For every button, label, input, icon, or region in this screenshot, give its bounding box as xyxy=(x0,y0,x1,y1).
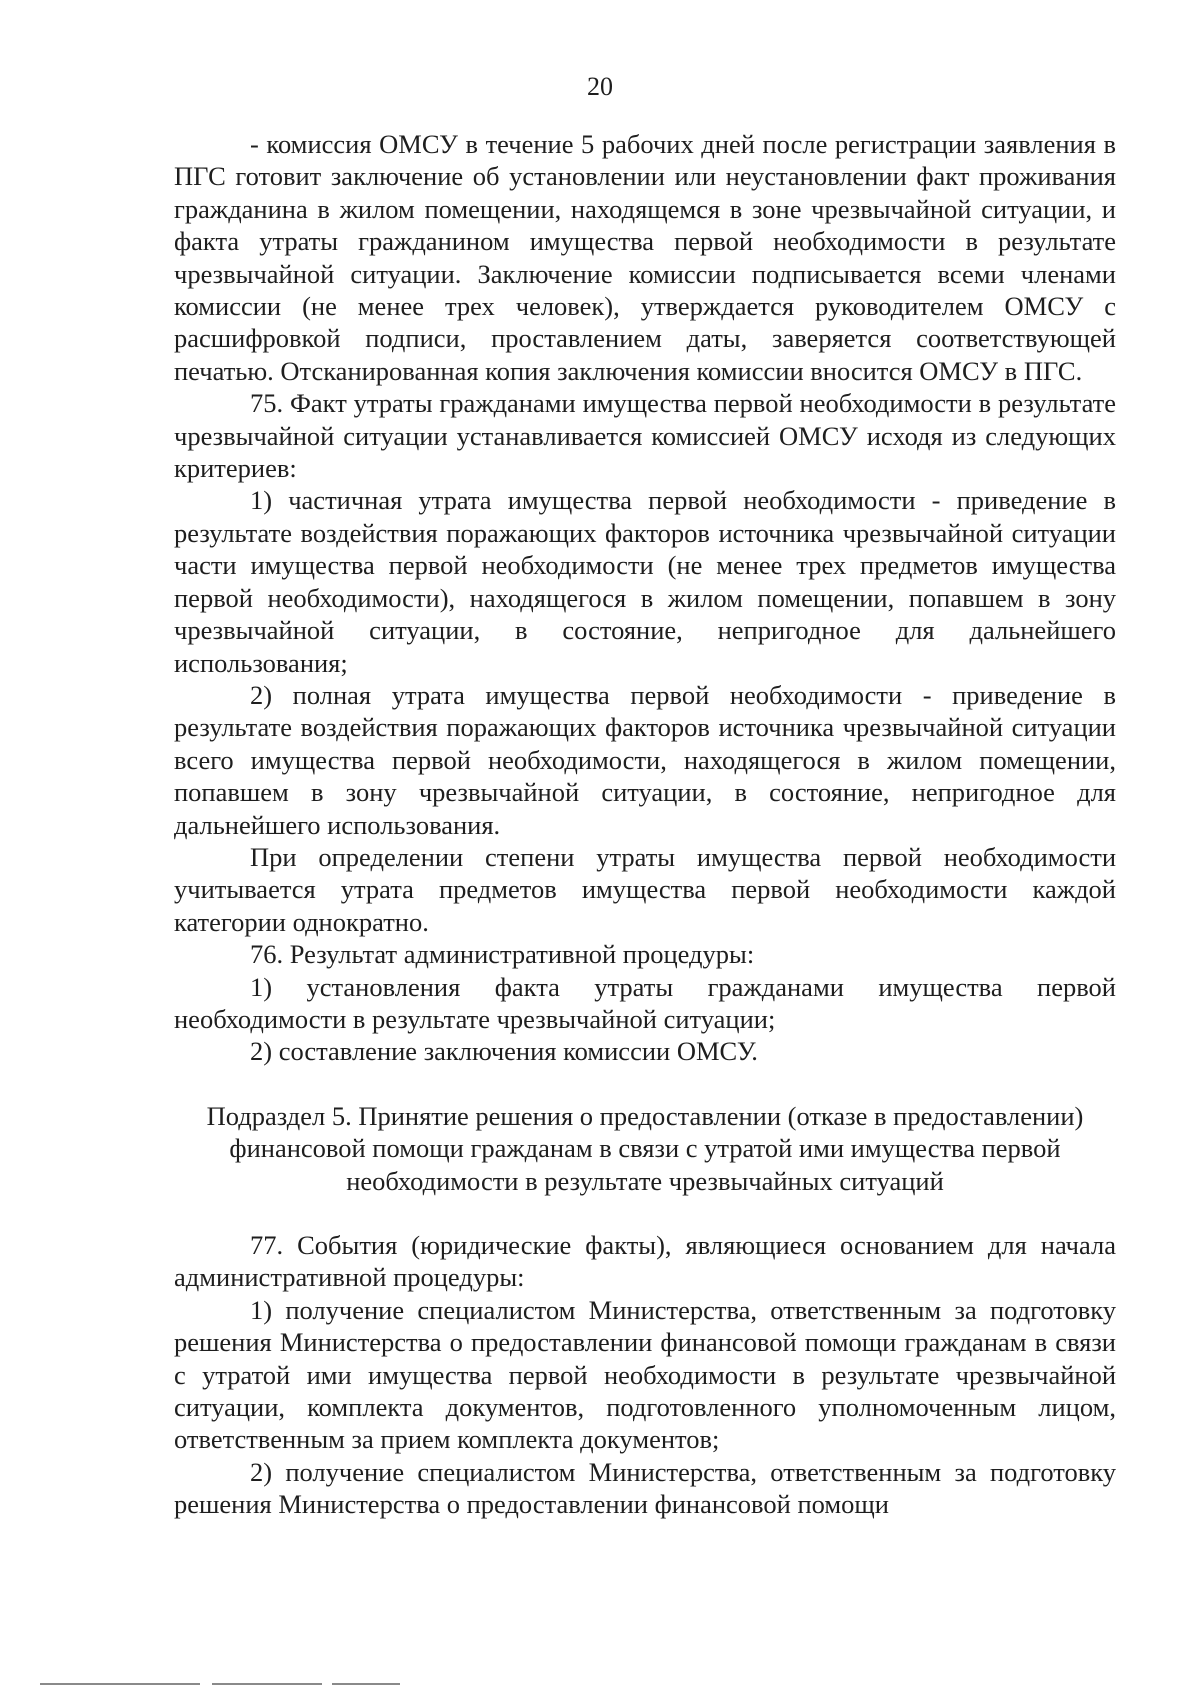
paragraph-76: 76. Результат административной процедуры: xyxy=(250,939,755,970)
paragraph-commission-conclusion: - комиссия ОМСУ в течение 5 рабочих дней после регистрации заявления в ПГС готовит заключение об установлении или неустановлении факт проживания гражданина в жилом помещении, находящемся в зоне чрезвычайной ситуации, и факта утраты гражданином имущества первой необходимости в результате чрезвычайной ситуации. Заключение комиссии подписывается всеми членами комиссии (не менее трех человек), утверждается руководителем ОМСУ с расшифровкой подписи, проставлением даты, заверяется соответствующей печатью. Отсканированная копия заключения комиссии вносится ОМСУ в ПГС. xyxy=(174,129,1116,386)
paragraph-75-item-1: 1) частичная утрата имущества первой необходимости - приведение в результате воздействия поражающих факторов источника чрезвычайной ситуации части имущества первой необходимости (не менее трех предметов имущества первой необходимости), находящегося в жилом помещении, попавшем в зону чрезвычайной ситуации, в состояние, непригодное для дальнейшего использования; xyxy=(174,485,1116,678)
paragraph-75: 75. Факт утраты гражданами имущества первой необходимости в результате чрезвычайной ситуации устанавливается комиссией ОМСУ исходя из следующих критериев: xyxy=(174,388,1116,484)
page-number: 20 xyxy=(587,72,613,101)
section-heading: Подраздел 5. Принятие решения о предоставлении (отказе в предоставлении) финансовой помощи гражданам в связи с утратой ими имущества первой необходимости в результате чрезвычайных ситуаций xyxy=(206,1100,1084,1196)
paragraph-77-item-2: 2) получение специалистом Министерства, ответственным за подготовку решения Министерства о предоставлении финансовой помощи xyxy=(174,1456,1116,1520)
document-body xyxy=(174,128,1116,1521)
paragraph-76-item-2: 2) составление заключения комиссии ОМСУ. xyxy=(250,1036,758,1067)
paragraph-77: 77. События (юридические факты), являющиеся основанием для начала административной процедуры: xyxy=(174,1230,1116,1293)
paragraph-75-item-2: 2) полная утрата имущества первой необходимости - приведение в результате воздействия поражающих факторов источника чрезвычайной ситуации всего имущества первой необходимости, находящегося в жилом помещении, попавшем в зону чрезвычайной ситуации, в состояние, непригодное для дальнейшего использования. xyxy=(174,679,1116,840)
paragraph-76-item-1: 1) установления факта утраты гражданами имущества первой необходимости в результате чрезвычайной ситуации; xyxy=(174,971,1116,1034)
paragraph-degree-of-loss: При определении степени утраты имущества первой необходимости учитывается утрата предметов имущества первой необходимости каждой категории однократно. xyxy=(174,841,1116,937)
footer-rule xyxy=(40,1683,400,1686)
paragraph-77-item-1: 1) получение специалистом Министерства, ответственным за подготовку решения Министерства о предоставлении финансовой помощи гражданам в связи с утратой ими имущества первой необходимости в результате чрезвычайной ситуации, комплекта документов, подготовленного уполномоченным лицом, ответственным за прием комплекта документов; xyxy=(174,1294,1116,1455)
